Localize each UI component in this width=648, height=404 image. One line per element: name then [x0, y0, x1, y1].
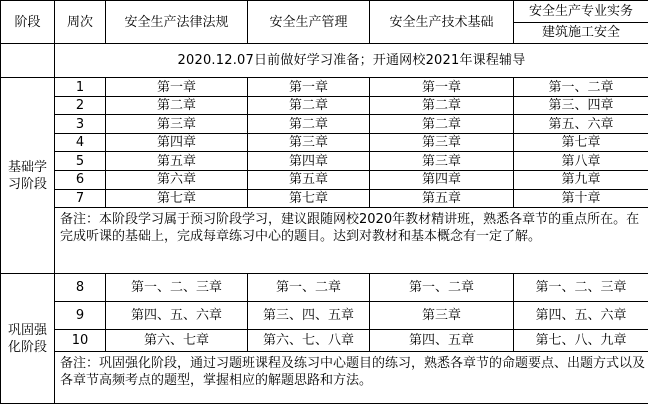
- stage-consolidate-note: 备注：巩固强化阶段，通过习题班课程及练习中心题目的练习，熟悉各章节的命题要点、出题方式以及各章节高频考点的题型，掌握相应的解题思路和方法。: [55, 352, 648, 404]
- chapter-cell: 第三章: [248, 133, 370, 152]
- chapter-cell: 第四章: [106, 133, 248, 152]
- chapter-cell: 第二章: [106, 96, 248, 115]
- chapter-cell: 第二章: [370, 96, 514, 115]
- chapter-cell: 第五章: [248, 171, 370, 190]
- chapter-cell: 第四章: [370, 171, 514, 190]
- chapter-cell: 第五章: [370, 189, 514, 208]
- header-subject-technology: 安全生产技术基础: [370, 1, 514, 44]
- chapter-cell: 第七、八、九章: [514, 329, 648, 352]
- chapter-cell: 第四章: [248, 152, 370, 171]
- header-subject-practice: 安全生产专业实务: [514, 1, 648, 23]
- week-cell: 9: [55, 301, 106, 329]
- chapter-cell: 第一、二、三章: [106, 274, 248, 302]
- week-cell: 10: [55, 329, 106, 352]
- week-cell: 5: [55, 152, 106, 171]
- chapter-cell: 第一、二、三章: [514, 274, 648, 302]
- stage-basic-note: 备注：本阶段学习属于预习阶段学习，建议跟随网校2020年教材精讲班，熟悉各章节的重点所在。在完成听课的基础上，完成每章练习中心的题目。达到对教材和基本概念有一定了解。: [55, 208, 648, 274]
- chapter-cell: 第一章: [248, 78, 370, 97]
- chapter-cell: 第八章: [514, 152, 648, 171]
- chapter-cell: 第三章: [370, 133, 514, 152]
- chapter-cell: 第七章: [248, 189, 370, 208]
- week-cell: 1: [55, 78, 106, 97]
- chapter-cell: 第五章: [106, 152, 248, 171]
- chapter-cell: 第二章: [248, 96, 370, 115]
- banner-note: 2020.12.07日前做好学习准备；开通网校2021年课程辅导: [55, 44, 648, 78]
- week-cell: 6: [55, 171, 106, 190]
- chapter-cell: 第三、四、五章: [248, 301, 370, 329]
- chapter-cell: 第七章: [106, 189, 248, 208]
- chapter-cell: 第六、七、八章: [248, 329, 370, 352]
- chapter-cell: 第七章: [514, 133, 648, 152]
- chapter-cell: 第一、二章: [248, 274, 370, 302]
- header-stage: 阶段: [1, 1, 55, 44]
- chapter-cell: 第一、二章: [370, 274, 514, 302]
- chapter-cell: 第一章: [106, 78, 248, 97]
- header-subject-practice-sub: 建筑施工安全: [514, 22, 648, 44]
- stage-basic-label: 基础学 习阶段: [1, 78, 55, 274]
- stage-consolidate-label: 巩固强 化阶段: [1, 274, 55, 404]
- header-week: 周次: [55, 1, 106, 44]
- chapter-cell: 第十章: [514, 189, 648, 208]
- chapter-cell: 第一章: [370, 78, 514, 97]
- chapter-cell: 第二章: [370, 115, 514, 134]
- week-cell: 3: [55, 115, 106, 134]
- header-subject-management: 安全生产管理: [248, 1, 370, 44]
- chapter-cell: 第三章: [370, 152, 514, 171]
- chapter-cell: 第三章: [106, 115, 248, 134]
- chapter-cell: 第九章: [514, 171, 648, 190]
- header-subject-law: 安全生产法律法规: [106, 1, 248, 44]
- chapter-cell: 第二章: [248, 115, 370, 134]
- week-cell: 8: [55, 274, 106, 302]
- chapter-cell: 第五、六章: [514, 115, 648, 134]
- chapter-cell: 第一、二章: [514, 78, 648, 97]
- chapter-cell: 第三、四章: [514, 96, 648, 115]
- chapter-cell: 第六章: [106, 171, 248, 190]
- chapter-cell: 第四、五、六章: [106, 301, 248, 329]
- chapter-cell: 第四、五、六章: [514, 301, 648, 329]
- chapter-cell: 第六、七章: [106, 329, 248, 352]
- chapter-cell: 第四、五章: [370, 329, 514, 352]
- week-cell: 2: [55, 96, 106, 115]
- week-cell: 4: [55, 133, 106, 152]
- week-cell: 7: [55, 189, 106, 208]
- chapter-cell: 第三章: [370, 301, 514, 329]
